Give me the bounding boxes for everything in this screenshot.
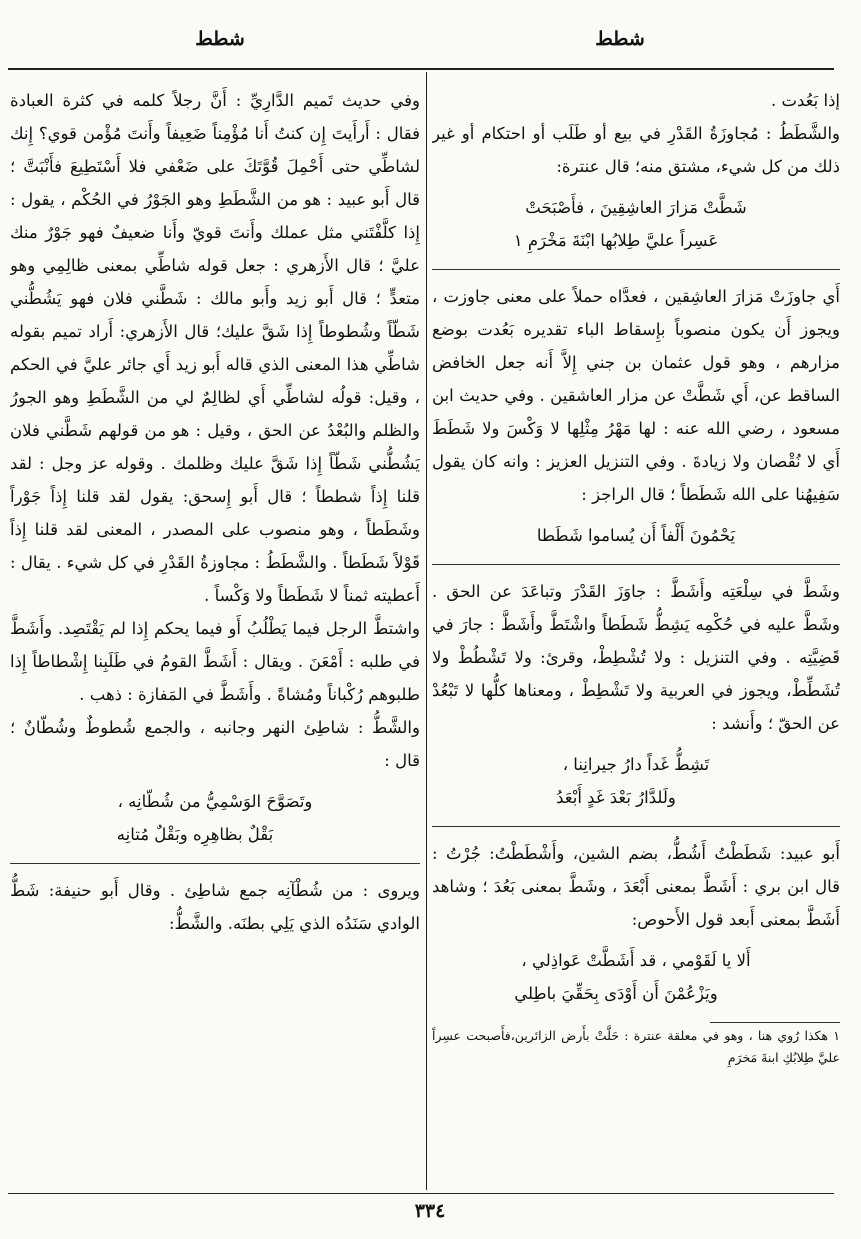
paragraph: أَي جاوزَتْ مَزارَ العاشِقين ، فعدَّاه حملاً على معنى جاوزت ، ويجوز أَن يكون منصوباً بإِسقاط الباء تقديره بَعُدت بوضع مزارهم ، وهو قول عثمان بن جني إِلاَّ أَنه جعل الخافض الساقط عن، أَي شَطَّتْ عن مزار العاشقين . وفي حديث ابن مسعود ، رضي الله عنه : لها مَهْرُ مِثْلِها لا وَكْسَ ولا شَطَطَ أَي لا نُقْصان ولا زيادةَ . وفي التنزيل العزيز : وانه كان يقول سَفِيهُنا على الله شَطَطاً ؛ قال الراجز : — [432, 287, 840, 504]
verse-hemistich: أَلا يا لَقَوْمي ، قد أَشَطَّتْ عَواذِلي ، — [521, 951, 751, 970]
verse — [10, 785, 420, 851]
paragraph: إذا بَعُدت . — [771, 91, 840, 110]
paragraph: ويروى : من شُطْآنِه جمع شاطِئ . وقال أَبو حنيفة: شَطُّ الوادي سَنَدُه الذي يَلِي بطنَه. والشَّطُّ: — [10, 881, 420, 933]
separator — [432, 826, 840, 827]
verse-hemistich: شَطَّتْ مَزارَ العاشِقِينَ ، فأَصْبَحَتْ — [525, 198, 747, 217]
footnote-rule — [710, 1022, 840, 1023]
right-column — [432, 84, 840, 1189]
separator — [10, 863, 420, 864]
footer-rule — [8, 1193, 834, 1194]
separator — [432, 564, 840, 565]
verse-hemistich: وتَصَوَّحَ الوَسْمِيُّ من شُطّانِه ، — [117, 792, 313, 811]
verse-hemistich: ولَلدَّارُ بَعْدَ غَدٍ أَبْعَدُ — [556, 788, 676, 807]
verse-hemistich: يَحْمُونَ أَلْفاً أَن يُساموا شَطَطا — [536, 526, 736, 545]
paragraph: أَبو عبيد: شَطَطْتُ أَشُطُّ، بضم الشين، وأَشْطَطْتُ: جُرْتُ : قال ابن بري : أَشَطَّ بمعنى أَبْعَدَ ، وشَطَّ بمعنى بَعُدَ ؛ وشاهد أَشَطَّ بمعنى أَبعد قول الأَحوص: — [432, 844, 840, 929]
separator — [432, 269, 840, 270]
column-divider — [426, 72, 427, 1190]
paragraph: واشتطَّ الرجل فيما يَطْلُبُ أَو فيما يحكم إِذا لم يَقْتَصِد. وأَشَطَّ في طلبه : أَمْعَنَ . ويقال : أَشَطَّ القومُ في طَلَبِنا إِشْطاطاً إِذا طلبوهم رُكْباناً ومُشاةً . وأَشَطَّ في المَفازة : ذهب . — [10, 619, 420, 704]
verse-hemistich: ويَزْعُمْنَ أَن أَوْدَى بِحَقِّيَ باطِلي — [514, 984, 718, 1003]
header-word-right: شطط — [595, 28, 645, 50]
verse — [432, 944, 840, 1010]
paragraph: والشَّطُّ : شاطِئ النهر وجانبه ، والجمع شُطوطٌ وشُطّانٌ ؛ قال : — [10, 718, 420, 770]
verse — [432, 519, 840, 552]
page-number: ٣٣٤ — [414, 1200, 446, 1222]
verse-hemistich: بَقْلٌ بظاهِرِه وبَقْلٌ مُتانِه — [116, 825, 274, 844]
verse — [432, 748, 840, 814]
paragraph: وفي حديث تَميم الدَّارِيِّ : أَنَّ رجلاً كلمه في كثرة العبادة فقال : أَرأَيتَ إِن كنتُ أَنا مُؤْمِناً ضَعِيفاً وأَنتَ مُؤْمن قوي؟ إِنك لشاطِّي حتى أَحْمِلَ قُوَّتَكَ على ضَعْفي فلا أَسْتَطِيعَ فأَنْبَتَّ ؛ قال أَبو عبيد : هو من الشَّطَطِ وهو الجَوْرُ في الحُكْم ، يقول : إِذا كلَّفْتَني مثل عملك وأَنتَ قويّ وأَنا ضعيفٌ فهو جَوْرٌ منك عليَّ ؛ قال الأَزهري : جعل قوله شاطِّي بمعنى ظالِمِي وهو متعدٍّ ؛ قال أَبو زيد وأَبو مالك : شَطَّني فلان فهو يَشُطُّني شَطّاً وشُطوطاً إِذا شَقَّ عليك؛ قال الأَزهري: أَراد تميم بقوله شاطِّي هذا المعنى الذي قاله أَبو زيد أَي جائر عليَّ في الحكم ، وقيل: قولُه لشاطِّي أَي لظالِمٌ لي من الشَّطَطِ وهو الجورُ والظلم والبُعْدُ عن الحق ، وقيل : هو من قولهم شَطَّني فلان يَشُطُّني شَطّاً إِذا شَقَّ عليك وظلمك . وقوله عز وجل : لقد قلنا إِذاً شططاً ؛ قال أَبو إِسحق: يقول لقد قلنا إِذاً جَوْراً وشَطَطاً ، وهو منصوب على المصدر ، المعنى لقد قلنا إِذاً قَوْلاً شَطَطاً . والشَّطَطُ : مجاوزةُ القَدْرِ في كل شيء . يقال : أَعطيته ثمناً لا شَطَطاً ولا وَكْساً . — [10, 91, 420, 605]
paragraph: والشَّطَطُ : مُجاوزَةُ القَدْرِ في بيع أو طَلَب أو احتكام أو غير ذلك من كل شيء، مشتق منه؛ قال عنترة: — [432, 124, 840, 176]
left-column — [10, 84, 420, 1189]
footnote: ١ هكذا رُوي هنا ، وهو في معلقة عنترة : حَلَّتْ بأَرض الزائرين،فأَصبحت عسِراً عليَّ طِلابُكِ ابنةَ مَخرَمِ — [432, 1028, 840, 1065]
verse-hemistich: عَسِراً عليَّ طِلابُها ابْنَةَ مَخْرَمِ ١ — [513, 231, 719, 250]
header-word-left: شطط — [195, 28, 245, 50]
verse-hemistich: تَشِطُّ غَداً دارُ جيرانِنا ، — [562, 755, 710, 774]
header-rule — [8, 68, 834, 70]
paragraph: وشَطَّ في سِلْعَتِه وأَشَطَّ : جاوَزَ القَدْرَ وتباعَدَ عن الحق . وشَطَّ عليه في حُكْمِه يَشِطُّ شَطَطاً واشْتَطَّ وأَشَطَّ : جارَ في قَضِيَّتِه . وفي التنزيل : ولا تُشْطِطْ، وقرئ: ولا تَشْطُطْ ولا تُشَطِّطْ، ويجوز في العربية ولا تَشْطِطْ ، ومعناها كلُّها لا تَبْعُدْ عن الحقّ ؛ وأَنشد : — [432, 582, 840, 733]
verse — [432, 191, 840, 257]
